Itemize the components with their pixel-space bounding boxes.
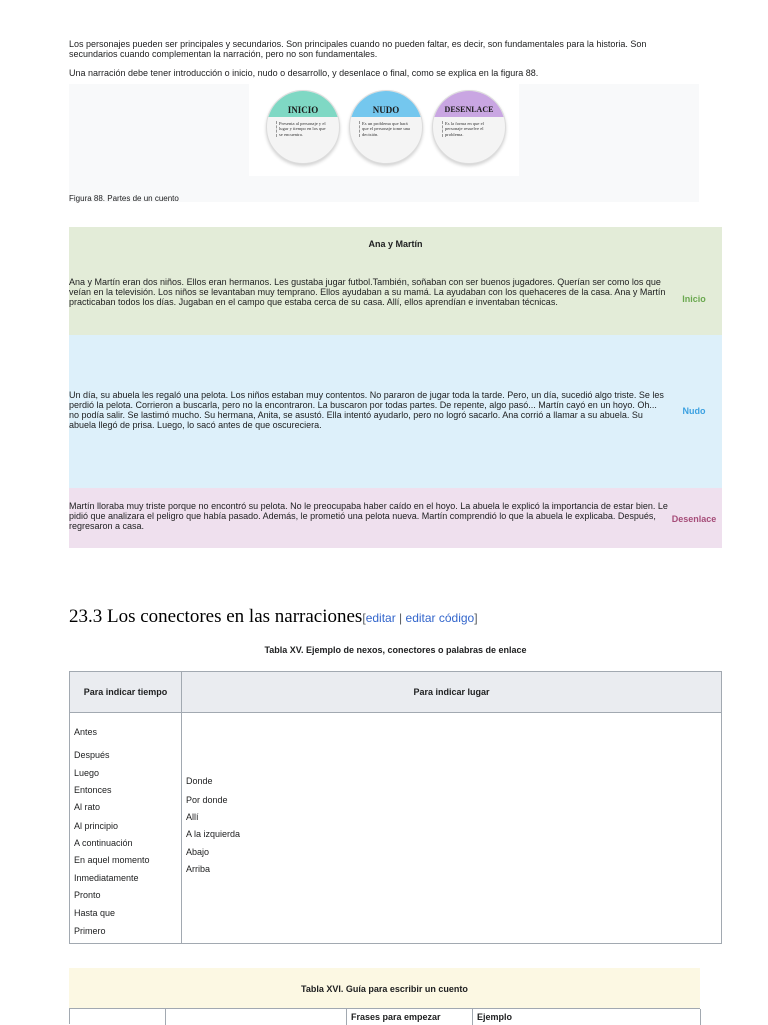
table-caption: Tabla XV. Ejemplo de nexos, conectores o palabras de enlace [264, 645, 527, 655]
guide-table-header-row [69, 1008, 700, 1024]
connector-item: Inmediatamente [74, 873, 139, 883]
connector-item: Al rato [74, 802, 101, 812]
edit-bracket-close: ] [474, 611, 478, 625]
edit-link[interactable]: editar [365, 611, 396, 625]
connector-item: Allí [186, 812, 199, 822]
edit-bracket-open: [ [362, 611, 366, 625]
table-caption: Tabla XVI. Guía para escribir un cuento [301, 984, 468, 994]
connector-item: Abajo [186, 847, 210, 857]
intro-paragraph-characters: Los personajes pueden ser principales y secundarios. Son principales cuando no pueden faltar, es decir, son fundamentales para la historia. Son secundarios cuando complementan la narración, pero no son fundamentales. [69, 39, 647, 59]
edit-links [362, 611, 477, 625]
connector-item: Pronto [74, 890, 101, 900]
connector-item: Hasta que [74, 908, 116, 918]
connector-item: A la izquierda [186, 829, 241, 839]
story-text: Un día, su abuela les regaló una pelota. Los niños estaban muy contentos. No pararon de jugar toda la tarde. Pero, un día, sucedió algo triste. Se les perdió la pelota. Corrieron a buscarla, pero no la encontraron. La buscaron por todas partes. De repente, algo pasó... Martín cayó en un hoyo. Oh... no podía salir. Se lastimó mucho. Su hermana, Anita, se asustó. Ella intentó ayudarlo, pero no logró sacarlo. Ana corrió a llamar a su abuela. Su abuela llegó de prisa. Luego, lo sacó antes de que oscureciera. [69, 390, 664, 430]
figure-part-text: Es un problema que hará que el personaje tome una decisión. [359, 121, 413, 137]
connector-item: Entonces [74, 785, 112, 795]
connector-item: Antes [74, 727, 98, 737]
column-header-place: Para indicar lugar [413, 687, 490, 697]
connector-item: Por donde [186, 795, 228, 805]
connector-item: Después [74, 750, 110, 760]
edit-code-link[interactable]: editar código [405, 611, 475, 625]
figure-part-nudo [349, 90, 423, 168]
story-title: Ana y Martín [368, 239, 423, 249]
figure-part-title: INICIO [267, 91, 339, 117]
story-label: Nudo [682, 406, 706, 416]
figure-part-inicio [266, 90, 340, 168]
story-row-desenlace [69, 488, 722, 548]
guide-header-cell [70, 1009, 166, 1025]
figure-part-text: Es la forma en que el personaje resuelve el problema. [442, 121, 496, 137]
story-text: Martín lloraba muy triste porque no encontró su pelota. No le preocupaba haber caído en el hoyo. La abuela le explicó la importancia de estar bien. Le pidió que analizara el peligro que había pasado. Además, le prometió una pelota nueva. Martín comprendió lo que la abuela le explicaba. Después, regresaron a casa. [69, 501, 668, 531]
column-divider [181, 672, 182, 943]
section-heading-text: 23.3 Los conectores en las narraciones [69, 606, 363, 627]
story-row-nudo [69, 335, 722, 488]
connector-item: Arriba [186, 864, 211, 874]
figure-part-title: DESENLACE [433, 91, 505, 117]
intro-paragraph-structure: Una narración debe tener introducción o inicio, nudo o desarrollo, y desenlace o final, como se explica en la figura 88. [69, 68, 539, 78]
figure-caption: Figura 88. Partes de un cuento [69, 194, 179, 203]
story-label: Inicio [682, 294, 706, 304]
connector-item: En aquel momento [74, 855, 150, 865]
figure-part-desenlace [432, 90, 506, 168]
guide-header-cell: Ejemplo [473, 1009, 701, 1025]
story-row-inicio [69, 263, 722, 335]
story-text: Ana y Martín eran dos niños. Ellos eran hermanos. Les gustaba jugar futbol.También, soñaban con ser buenos jugadores. Querían ser como los que veían en la televisión. Los niños se levantaban muy temprano. Ellos ayudaban a su mamá. La ayudaban con los quehaceres de la casa. Ana y Martín practicaban todos los días. Jugaban en el campo que estaba cerca de su casa. Allí, ellos aprendían e inventaban técnicas. [69, 277, 666, 307]
section-heading [69, 606, 478, 628]
connector-item: Primero [74, 926, 106, 936]
figure-part-text: Presenta al personaje y el lugar y tiempo en los que se encuentra. [276, 121, 330, 137]
column-header-time: Para indicar tiempo [83, 687, 168, 697]
connector-item: A continuación [74, 838, 133, 848]
edit-separator: | [395, 611, 406, 625]
connector-item: Al principio [74, 821, 119, 831]
figure-part-title: NUDO [350, 91, 422, 117]
story-table-header [69, 227, 722, 263]
connector-item: Luego [74, 768, 100, 778]
guide-header-cell [166, 1009, 347, 1025]
story-label: Desenlace [671, 514, 717, 524]
table-header-row [70, 672, 721, 713]
connector-item: Donde [186, 776, 213, 786]
connectors-table [69, 671, 722, 944]
guide-header-cell: Frases para empezar [347, 1009, 473, 1025]
